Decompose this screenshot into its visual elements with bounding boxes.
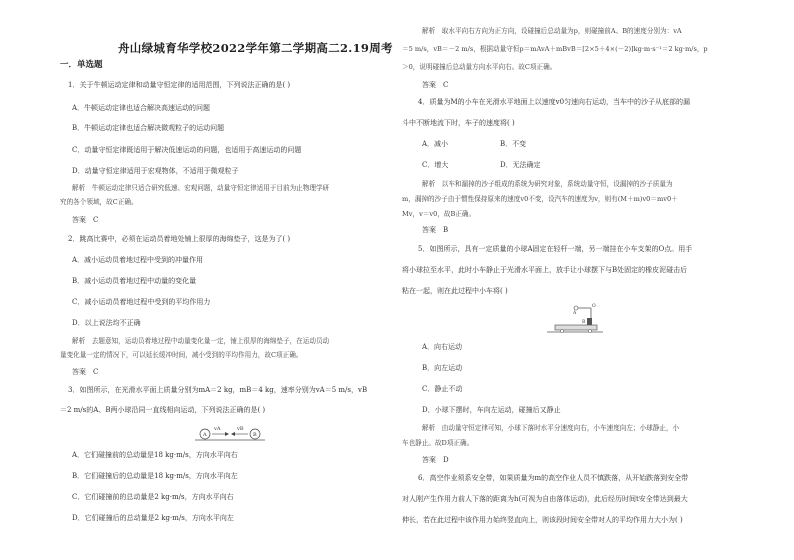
q5-option-a: A．向右运动	[422, 343, 463, 351]
velocity-b-label: vB	[237, 426, 244, 432]
q1-option-c: C．动量守恒定律既适用于解决低速运动的问题，也适用于高速运动的问题	[72, 146, 302, 154]
q1-option-b: B．牛顿运动定律也适合解决微观粒子的运动问题	[72, 124, 225, 132]
q1-answer: 答案 C	[72, 216, 99, 224]
q1-stem: 1．关于牛顿运动定律和动量守恒定律的适用范围，下列说法正确的是( )	[68, 81, 291, 89]
q4-analysis-line1: 解析 以车和漏掉的沙子组成的系统为研究对象，系统动量守恒，设漏掉的沙子质量为	[422, 180, 673, 188]
q5-option-d: D．小球下摆时，车向左运动，碰撞后又静止	[422, 406, 561, 414]
q4-option-a: A．减小	[422, 140, 449, 148]
q3-option-c: C．它们碰撞前的总动量是2 kg·m/s，方向水平向右	[72, 493, 234, 501]
q4-option-b: B．不变	[500, 140, 527, 148]
putty-b-icon	[587, 318, 592, 325]
q5-analysis-line2: 车也静止。故D项正确。	[402, 439, 474, 447]
q5-option-b: B．向左运动	[422, 364, 463, 372]
q6-stem-line1: 6．高空作业须系安全带，如果质量为m的高空作业人员不慎跌落，从开始跌落到安全带	[418, 474, 689, 482]
q3-stem-line2: ＝2 m/s的A、B两小球沿同一直线相向运动，下列说法正确的是( )	[60, 406, 266, 414]
ball-b-label: B	[253, 432, 257, 438]
q4-analysis-line3: Mv，v＝v0，故B正确。	[402, 210, 476, 218]
cart-body-icon	[555, 325, 597, 330]
q2-option-b: B．减小运动员着地过程中动量的变化量	[72, 277, 197, 285]
q5-option-c: C．静止不动	[422, 385, 463, 393]
q1-option-a: A．牛顿运动定律也适合解决高速运动的问题	[72, 104, 211, 112]
q2-analysis-line2: 量变化量一定的情况下，可以延长缓冲时间，减小受到的平均作用力，故C项正确。	[60, 351, 303, 359]
q4-stem-line1: 4．质量为M的小车在光滑水平地面上以速度v0匀速向右运动，当车中的沙子从底部的漏	[418, 98, 691, 106]
q2-stem: 2．跳高比赛中，必须在运动员着地处铺上很厚的海绵垫子，这是为了( )	[68, 235, 291, 243]
q4-stem-line2: 斗中不断地流下时，车子的速度将( )	[402, 119, 515, 127]
q3-answer: 答案 C	[422, 81, 449, 89]
q3-option-a: A．它们碰撞前的总动量是18 kg·m/s，方向水平向右	[72, 451, 238, 459]
ball-a-label: A	[203, 432, 207, 438]
ball-a-label: A	[573, 311, 577, 316]
q3-analysis-line3: ＞0，说明碰撞后总动量方向水平向右。故C项正确。	[402, 63, 557, 71]
putty-b-label: B	[582, 320, 586, 325]
velocity-a-label: vA	[214, 426, 221, 432]
q2-option-c: C．减小运动员着地过程中受到的平均作用力	[72, 298, 211, 306]
q3-stem-line1: 3．如图所示，在光滑水平面上质量分别为mA＝2 kg，mB＝4 kg，速率分别为vA＝5 m/s，vB	[68, 386, 368, 394]
q3-analysis-line1: 解析 取水平向右方向为正方向，设碰撞后总动量为p，则碰撞前A、B的速度分别为：vA	[422, 27, 682, 35]
q4-answer: 答案 B	[422, 226, 449, 234]
point-o-label: O	[592, 304, 596, 309]
q2-answer: 答案 C	[72, 368, 99, 376]
q3-option-b: B．它们碰撞后的总动量是18 kg·m/s，方向水平向左	[72, 472, 238, 480]
q4-option-c: C．增大	[422, 161, 449, 169]
q3-figure	[195, 425, 265, 443]
q5-answer: 答案 D	[422, 456, 449, 464]
q5-analysis-line1: 解析 由动量守恒定律可知，小球下落时水平分速度向右，小车速度向左；小球静止，小	[422, 424, 680, 432]
q6-stem-line2: 对人刚产生作用力前人下落的距离为h(可视为自由落体运动)，此后经历时间t安全带达到最大	[402, 495, 688, 503]
q5-figure	[547, 303, 603, 335]
q2-option-d: D．以上说法均不正确	[72, 319, 141, 327]
q1-option-d: D．动量守恒定律适用于宏观物体，不适用于微观粒子	[72, 167, 239, 175]
q5-stem-line3: 粘在一起，则在此过程中小车将( )	[402, 287, 508, 295]
q1-analysis-line2: 究的各个领域，故C正确。	[60, 198, 138, 206]
q4-analysis-line2: m，漏掉的沙子由于惯性保持原来的速度v0不变，设汽车的速度为v，则有(M＋m)v0＝mv0＋	[402, 195, 678, 203]
page-title: 舟山绿城育华学校2022学年第二学期高二2.19周考	[118, 41, 393, 55]
q3-analysis-line2: ＝5 m/s，vB＝－2 m/s，根据动量守恒p＝mAvA＋mBvB＝[2×5＋4×(－2)]kg·m·s⁻¹＝2 kg·m/s，p	[402, 45, 708, 53]
q2-analysis-line1: 解析 去题意知，运动员着地过程中动量变化量一定，铺上很厚的海绵垫子，在运动员动	[72, 337, 330, 345]
q6-stem-line3: 伸长，若在此过程中该作用力始终竖直向上，则该段时间安全带对人的平均作用力大小为( )	[402, 516, 683, 524]
q3-option-d: D．它们碰撞后的总动量是2 kg·m/s，方向水平向左	[72, 514, 234, 522]
q5-stem-line2: 将小球拉至水平，此时小车静止于光滑水平面上，放手让小球摆下与B处固定的橡皮泥碰击后	[402, 266, 688, 274]
section-heading: 一．单选题	[60, 60, 103, 70]
q5-stem-line1: 5．如图所示，具有一定质量的小球A固定在轻杆一端，另一端挂在小车支架的O点。用手	[418, 245, 693, 253]
q2-option-a: A．减小运动员着地过程中受到的冲量作用	[72, 256, 204, 264]
q4-option-d: D．无法确定	[500, 161, 541, 169]
q1-analysis-line1: 解析 牛顿运动定律只适合研究低速、宏观问题，动量守恒定律适用于目前为止物理学研	[72, 184, 330, 192]
ball-a-icon	[574, 306, 578, 310]
